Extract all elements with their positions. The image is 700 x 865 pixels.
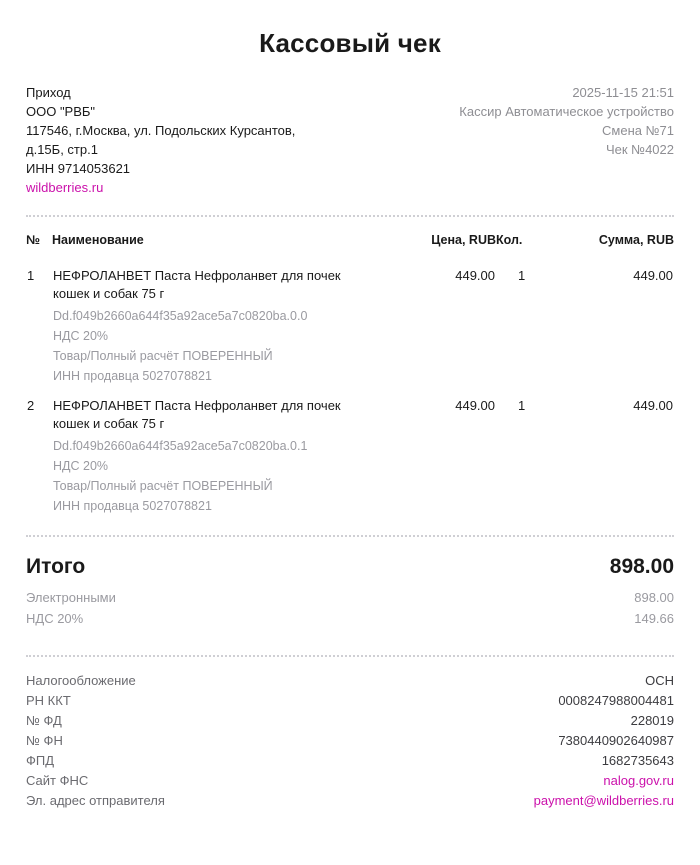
column-header-qty: Кол. [496,233,523,247]
info-label-taxation: Налогообложение [26,673,136,688]
merchant-info [26,83,295,197]
info-row-fpd [26,751,674,771]
fiscal-info [26,657,674,811]
table-row [26,387,674,517]
check-number: Чек №4022 [605,142,674,157]
info-row-fn [26,731,674,751]
info-value-taxation: ОСН [645,673,674,688]
item-index: 1 [27,268,35,283]
info-label-sender-email: Эл. адрес отправителя [26,793,165,808]
info-row-fd [26,711,674,731]
fns-site-link[interactable]: nalog.gov.ru [603,773,674,788]
item-seller-inn: ИНН продавца 5027078821 [53,369,212,383]
column-header-name: Наименование [52,233,144,247]
item-name: НЕФРОЛАНВЕТ Паста Нефроланвет для почек кошек и собак 75 г [53,268,341,301]
sender-email-link[interactable]: payment@wildberries.ru [533,793,674,808]
company-address-line-2: д.15Б, стр.1 [26,142,98,157]
payment-electronic [26,587,674,608]
total-value: 898.00 [609,555,674,578]
info-row-rn-kkt [26,691,674,711]
total-row [26,537,674,579]
item-qty: 1 [518,268,526,283]
item-details [53,306,399,386]
info-row-fns-site [26,771,674,791]
info-row-sender-email [26,791,674,811]
item-calc-type: Товар/Полный расчёт ПОВЕРЕННЫЙ [53,349,273,363]
item-details [53,436,399,516]
info-label-fns-site: Сайт ФНС [26,773,89,788]
payment-electronic-label: Электронными [26,590,116,605]
item-sum: 449.00 [633,398,673,413]
payment-electronic-value: 898.00 [634,590,674,605]
shift-number: Смена №71 [602,123,674,138]
total-label: Итого [26,555,86,578]
column-header-sum: Сумма, RUB [598,233,674,247]
receipt-datetime: 2025-11-15 21:51 [572,85,674,100]
page-title: Кассовый чек [259,28,441,58]
payment-breakdown [26,579,674,629]
info-value-fn: 7380440902640987 [558,733,674,748]
item-name: НЕФРОЛАНВЕТ Паста Нефроланвет для почек кошек и собак 75 г [53,398,341,431]
item-price: 449.00 [455,398,495,413]
item-price: 449.00 [455,268,495,283]
info-value-rn-kkt: 0008247988004481 [558,693,674,708]
company-address-line-1: 117546, г.Москва, ул. Подольских Курсантов, [26,123,296,138]
info-label-fn: № ФН [26,733,63,748]
operation-type: Приход [26,85,71,100]
info-value-fpd: 1682735643 [601,753,674,768]
info-label-fpd: ФПД [26,753,55,768]
item-vat: НДС 20% [53,459,109,473]
payment-vat-label: НДС 20% [26,611,84,626]
item-code: Dd.f049b2660a644f35a92ace5a7c0820ba.0.0 [53,309,308,323]
items-table [26,217,674,517]
item-sum: 449.00 [633,268,673,283]
item-calc-type: Товар/Полный расчёт ПОВЕРЕННЫЙ [53,479,273,493]
item-index: 2 [27,398,35,413]
cashier-name: Кассир Автоматическое устройство [459,104,674,119]
item-code: Dd.f049b2660a644f35a92ace5a7c0820ba.0.1 [53,439,308,453]
column-header-price: Цена, RUB [431,233,496,247]
info-label-fd: № ФД [26,713,62,728]
info-label-rn-kkt: РН ККТ [26,693,71,708]
items-table-header [26,217,674,257]
receipt-meta [459,83,674,159]
info-value-fd: 228019 [630,713,674,728]
item-seller-inn: ИНН продавца 5027078821 [53,499,212,513]
merchant-site-link[interactable]: wildberries.ru [26,180,104,195]
info-row-taxation [26,671,674,691]
receipt-header [26,69,674,197]
payment-vat [26,608,674,629]
company-inn: ИНН 9714053621 [26,161,131,176]
company-name: ООО "РВБ" [26,104,96,119]
payment-vat-value: 149.66 [634,611,674,626]
table-row [26,257,674,387]
item-qty: 1 [518,398,526,413]
column-header-num: № [26,233,40,247]
item-vat: НДС 20% [53,329,109,343]
